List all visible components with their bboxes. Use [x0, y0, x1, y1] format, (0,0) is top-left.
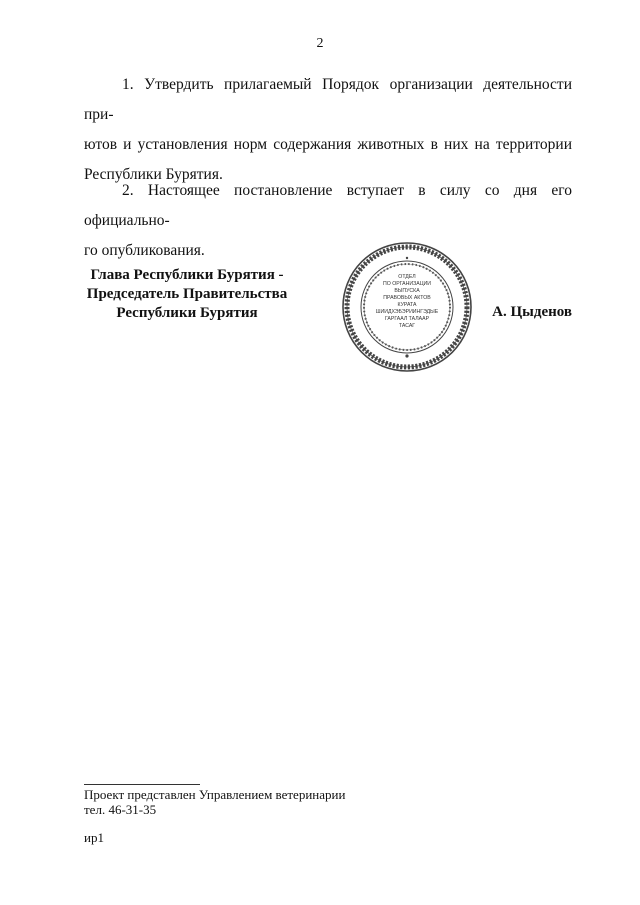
seal-text-line: ОТДЕЛ — [398, 274, 416, 280]
paragraph-approve-order — [84, 70, 572, 190]
seal-text-line: ПО ОРГАНИЗАЦИИ — [383, 281, 431, 287]
signatory-title-line: Глава Республики Бурятия - — [90, 267, 284, 283]
paragraph-line: 2. Настоящее постановление вступает в силу со дня его официально- — [84, 182, 572, 229]
official-seal-icon — [340, 240, 474, 374]
seal-text-line: КУРАТА — [397, 302, 417, 308]
signatory-title-line: Председатель Правительства — [86, 286, 288, 302]
paragraph-line: ютов и установления норм содержания животных в них на территории — [84, 136, 572, 153]
signatory-name: А. Цыденов — [492, 304, 572, 320]
seal-text-line: ТАСАГ — [398, 323, 416, 329]
signatory-title-line: Республики Бурятия — [116, 305, 258, 321]
paragraph-line: го опубликования. — [84, 242, 205, 259]
paragraph-effective-date — [84, 176, 572, 266]
signatory-title — [76, 266, 298, 323]
seal-text-line: ВЫПУСКА — [394, 288, 420, 294]
page-number: 2 — [316, 36, 324, 51]
footer-code: ир1 — [84, 830, 104, 845]
footer-presented-by: Проект представлен Управлением ветеринарии — [84, 787, 346, 802]
seal-text-line: ГАРГААЛ ТАЛААР — [384, 316, 430, 322]
paragraph-line: Республики Бурятия. — [84, 166, 223, 183]
seal-text-line: ПРАВОВЫХ АКТОВ — [383, 295, 431, 301]
seal-text-line: ШИИДХЭБЭРИИНГЭДЫЕ — [375, 309, 439, 315]
footer-phone: тел. 46-31-35 — [84, 802, 157, 817]
paragraph-line: 1. Утвердить прилагаемый Порядок организации деятельности при- — [84, 76, 572, 123]
footer-divider — [84, 784, 200, 785]
